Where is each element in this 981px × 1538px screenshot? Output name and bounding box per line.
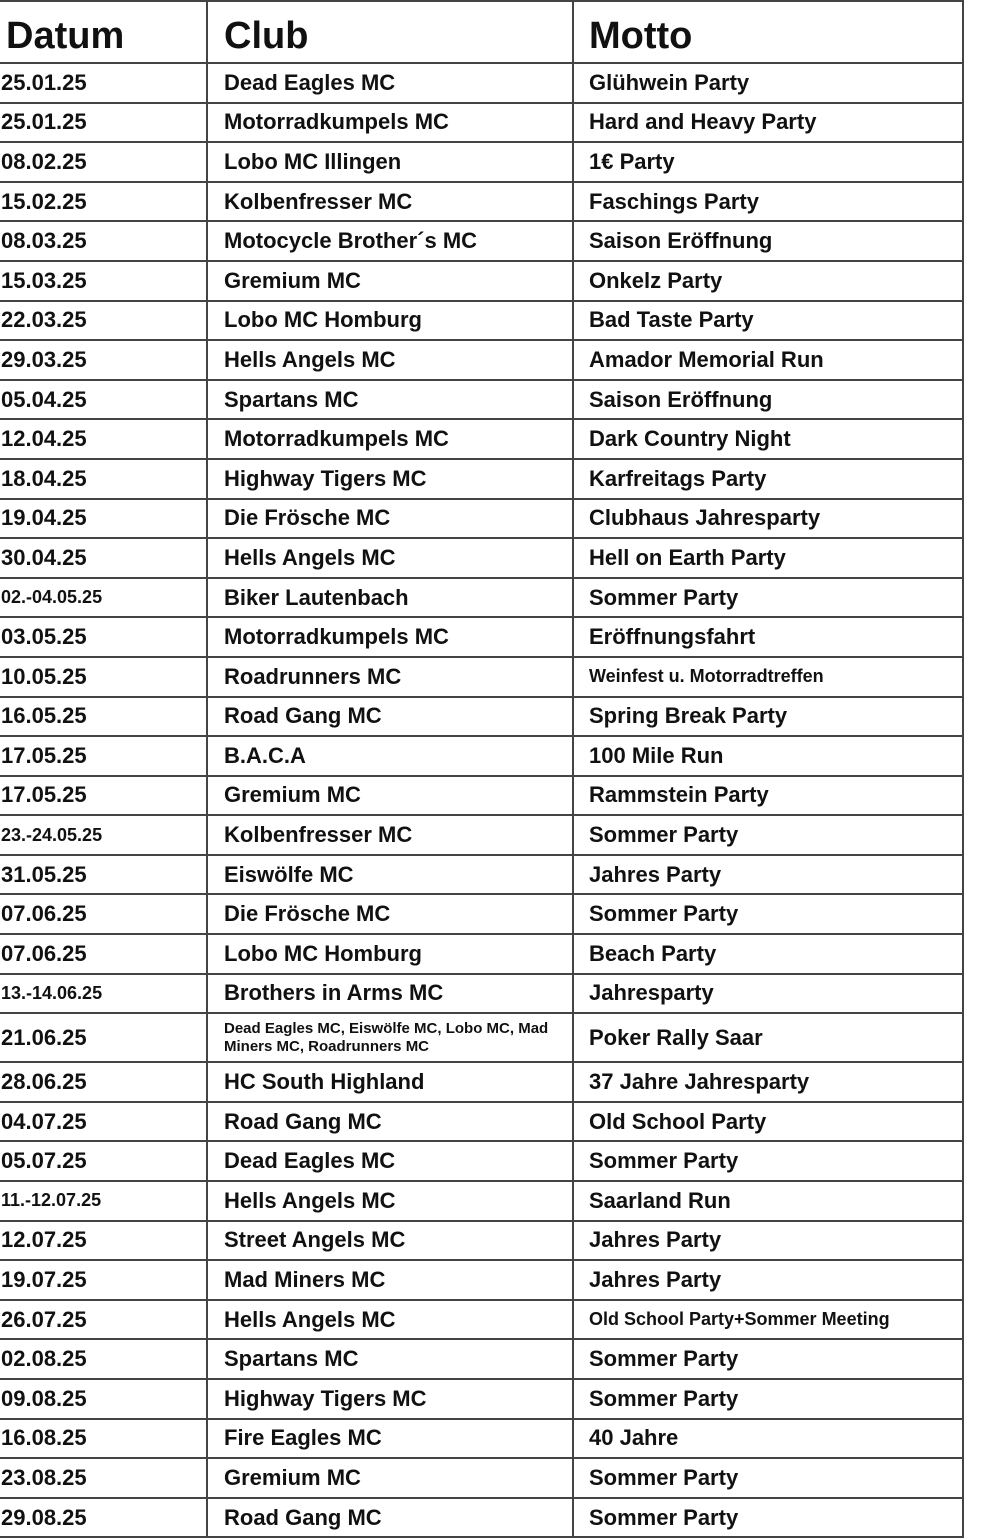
club-cell: Road Gang MC <box>208 698 574 736</box>
club-cell: Motorradkumpels MC <box>208 618 574 656</box>
date-cell: 05.04.25 <box>0 381 208 419</box>
table-row <box>0 935 964 975</box>
table-row <box>0 618 964 658</box>
club-cell: Gremium MC <box>208 262 574 300</box>
table-row <box>0 579 964 619</box>
table-row <box>0 1063 964 1103</box>
header-club: Club <box>208 2 574 62</box>
table-row <box>0 1261 964 1301</box>
club-cell: Motorradkumpels MC <box>208 104 574 142</box>
date-cell: 22.03.25 <box>0 302 208 340</box>
club-cell: Hells Angels MC <box>208 341 574 379</box>
date-cell: 17.05.25 <box>0 777 208 815</box>
table-row <box>0 658 964 698</box>
table-row <box>0 262 964 302</box>
table-row <box>0 1340 964 1380</box>
date-cell: 23.08.25 <box>0 1459 208 1497</box>
date-cell: 05.07.25 <box>0 1142 208 1180</box>
motto-cell: Old School Party <box>574 1103 964 1141</box>
club-cell: Motocycle Brother´s MC <box>208 222 574 260</box>
club-cell: Road Gang MC <box>208 1103 574 1141</box>
table-row <box>0 1014 964 1063</box>
motto-cell: Sommer Party <box>574 579 964 617</box>
table-body <box>0 64 964 1538</box>
motto-cell: Rammstein Party <box>574 777 964 815</box>
date-cell: 11.-12.07.25 <box>0 1182 208 1220</box>
table-row <box>0 460 964 500</box>
date-cell: 16.08.25 <box>0 1420 208 1458</box>
club-cell: Die Frösche MC <box>208 500 574 538</box>
motto-cell: 40 Jahre <box>574 1420 964 1458</box>
club-cell: Hells Angels MC <box>208 1182 574 1220</box>
motto-cell: Sommer Party <box>574 1142 964 1180</box>
table-row <box>0 975 964 1015</box>
table-row <box>0 1182 964 1222</box>
motto-cell: Spring Break Party <box>574 698 964 736</box>
motto-cell: Sommer Party <box>574 1380 964 1418</box>
motto-cell: Karfreitags Party <box>574 460 964 498</box>
motto-cell: Bad Taste Party <box>574 302 964 340</box>
motto-cell: Sommer Party <box>574 1499 964 1537</box>
club-cell: Dead Eagles MC <box>208 64 574 102</box>
motto-cell: Amador Memorial Run <box>574 341 964 379</box>
motto-cell: Eröffnungsfahrt <box>574 618 964 656</box>
club-cell: Kolbenfresser MC <box>208 183 574 221</box>
motto-cell: Dark Country Night <box>574 420 964 458</box>
motto-cell: 37 Jahre Jahresparty <box>574 1063 964 1101</box>
date-cell: 23.-24.05.25 <box>0 816 208 854</box>
motto-cell: Sommer Party <box>574 1459 964 1497</box>
motto-cell: Beach Party <box>574 935 964 973</box>
table-row <box>0 895 964 935</box>
motto-cell: Jahresparty <box>574 975 964 1013</box>
club-cell: Hells Angels MC <box>208 539 574 577</box>
table-header-row <box>0 2 964 64</box>
club-cell: Dead Eagles MC <box>208 1142 574 1180</box>
club-cell: B.A.C.A <box>208 737 574 775</box>
table-row <box>0 64 964 104</box>
date-cell: 07.06.25 <box>0 935 208 973</box>
date-cell: 12.07.25 <box>0 1222 208 1260</box>
table-row <box>0 302 964 342</box>
header-date: Datum <box>0 2 208 62</box>
table-row <box>0 1380 964 1420</box>
motto-cell: Saarland Run <box>574 1182 964 1220</box>
motto-cell: Sommer Party <box>574 895 964 933</box>
table-row <box>0 381 964 421</box>
date-cell: 25.01.25 <box>0 64 208 102</box>
table-row <box>0 539 964 579</box>
club-cell: Gremium MC <box>208 777 574 815</box>
motto-cell: Old School Party+Sommer Meeting <box>574 1301 964 1339</box>
table-row <box>0 1499 964 1538</box>
date-cell: 03.05.25 <box>0 618 208 656</box>
table-row <box>0 1459 964 1499</box>
date-cell: 29.08.25 <box>0 1499 208 1537</box>
club-cell: Dead Eagles MC, Eiswölfe MC, Lobo MC, Mad Miners MC, Roadrunners MC <box>208 1014 574 1061</box>
motto-cell: Onkelz Party <box>574 262 964 300</box>
table-row <box>0 420 964 460</box>
motto-cell: Jahres Party <box>574 856 964 894</box>
motto-cell: Sommer Party <box>574 1340 964 1378</box>
motto-cell: Jahres Party <box>574 1261 964 1299</box>
club-cell: Roadrunners MC <box>208 658 574 696</box>
club-cell: Brothers in Arms MC <box>208 975 574 1013</box>
club-cell: Fire Eagles MC <box>208 1420 574 1458</box>
date-cell: 30.04.25 <box>0 539 208 577</box>
date-cell: 19.04.25 <box>0 500 208 538</box>
date-cell: 29.03.25 <box>0 341 208 379</box>
motto-cell: Saison Eröffnung <box>574 381 964 419</box>
table-row <box>0 777 964 817</box>
club-cell: Motorradkumpels MC <box>208 420 574 458</box>
table-row <box>0 1222 964 1262</box>
date-cell: 31.05.25 <box>0 856 208 894</box>
table-row <box>0 500 964 540</box>
date-cell: 10.05.25 <box>0 658 208 696</box>
club-cell: Gremium MC <box>208 1459 574 1497</box>
table-row <box>0 222 964 262</box>
date-cell: 21.06.25 <box>0 1014 208 1061</box>
date-cell: 17.05.25 <box>0 737 208 775</box>
club-cell: Street Angels MC <box>208 1222 574 1260</box>
date-cell: 26.07.25 <box>0 1301 208 1339</box>
date-cell: 28.06.25 <box>0 1063 208 1101</box>
table-row <box>0 1420 964 1460</box>
club-cell: Biker Lautenbach <box>208 579 574 617</box>
date-cell: 15.03.25 <box>0 262 208 300</box>
table-row <box>0 143 964 183</box>
motto-cell: Poker Rally Saar <box>574 1014 964 1061</box>
club-cell: HC South Highland <box>208 1063 574 1101</box>
table-row <box>0 816 964 856</box>
date-cell: 12.04.25 <box>0 420 208 458</box>
date-cell: 07.06.25 <box>0 895 208 933</box>
motto-cell: Hard and Heavy Party <box>574 104 964 142</box>
motto-cell: Clubhaus Jahresparty <box>574 500 964 538</box>
club-cell: Lobo MC Homburg <box>208 935 574 973</box>
club-cell: Eiswölfe MC <box>208 856 574 894</box>
table-row <box>0 183 964 223</box>
date-cell: 02.-04.05.25 <box>0 579 208 617</box>
club-cell: Spartans MC <box>208 1340 574 1378</box>
date-cell: 08.03.25 <box>0 222 208 260</box>
header-motto: Motto <box>574 2 964 62</box>
date-cell: 08.02.25 <box>0 143 208 181</box>
date-cell: 25.01.25 <box>0 104 208 142</box>
motto-cell: Sommer Party <box>574 816 964 854</box>
date-cell: 19.07.25 <box>0 1261 208 1299</box>
table-row <box>0 1142 964 1182</box>
club-cell: Highway Tigers MC <box>208 1380 574 1418</box>
club-cell: Die Frösche MC <box>208 895 574 933</box>
motto-cell: 100 Mile Run <box>574 737 964 775</box>
motto-cell: Weinfest u. Motorradtreffen <box>574 658 964 696</box>
club-cell: Road Gang MC <box>208 1499 574 1537</box>
motto-cell: Hell on Earth Party <box>574 539 964 577</box>
date-cell: 04.07.25 <box>0 1103 208 1141</box>
club-cell: Spartans MC <box>208 381 574 419</box>
table-row <box>0 104 964 144</box>
motto-cell: Jahres Party <box>574 1222 964 1260</box>
date-cell: 16.05.25 <box>0 698 208 736</box>
motto-cell: 1€ Party <box>574 143 964 181</box>
table-row <box>0 737 964 777</box>
motto-cell: Saison Eröffnung <box>574 222 964 260</box>
club-cell: Hells Angels MC <box>208 1301 574 1339</box>
club-cell: Mad Miners MC <box>208 1261 574 1299</box>
table-row <box>0 856 964 896</box>
date-cell: 02.08.25 <box>0 1340 208 1378</box>
club-cell: Kolbenfresser MC <box>208 816 574 854</box>
club-cell: Lobo MC Homburg <box>208 302 574 340</box>
motto-cell: Glühwein Party <box>574 64 964 102</box>
table-row <box>0 698 964 738</box>
club-cell: Lobo MC Illingen <box>208 143 574 181</box>
motto-cell: Faschings Party <box>574 183 964 221</box>
club-cell: Highway Tigers MC <box>208 460 574 498</box>
table-row <box>0 1301 964 1341</box>
date-cell: 13.-14.06.25 <box>0 975 208 1013</box>
table-row <box>0 1103 964 1143</box>
date-cell: 09.08.25 <box>0 1380 208 1418</box>
date-cell: 15.02.25 <box>0 183 208 221</box>
date-cell: 18.04.25 <box>0 460 208 498</box>
table-row <box>0 341 964 381</box>
